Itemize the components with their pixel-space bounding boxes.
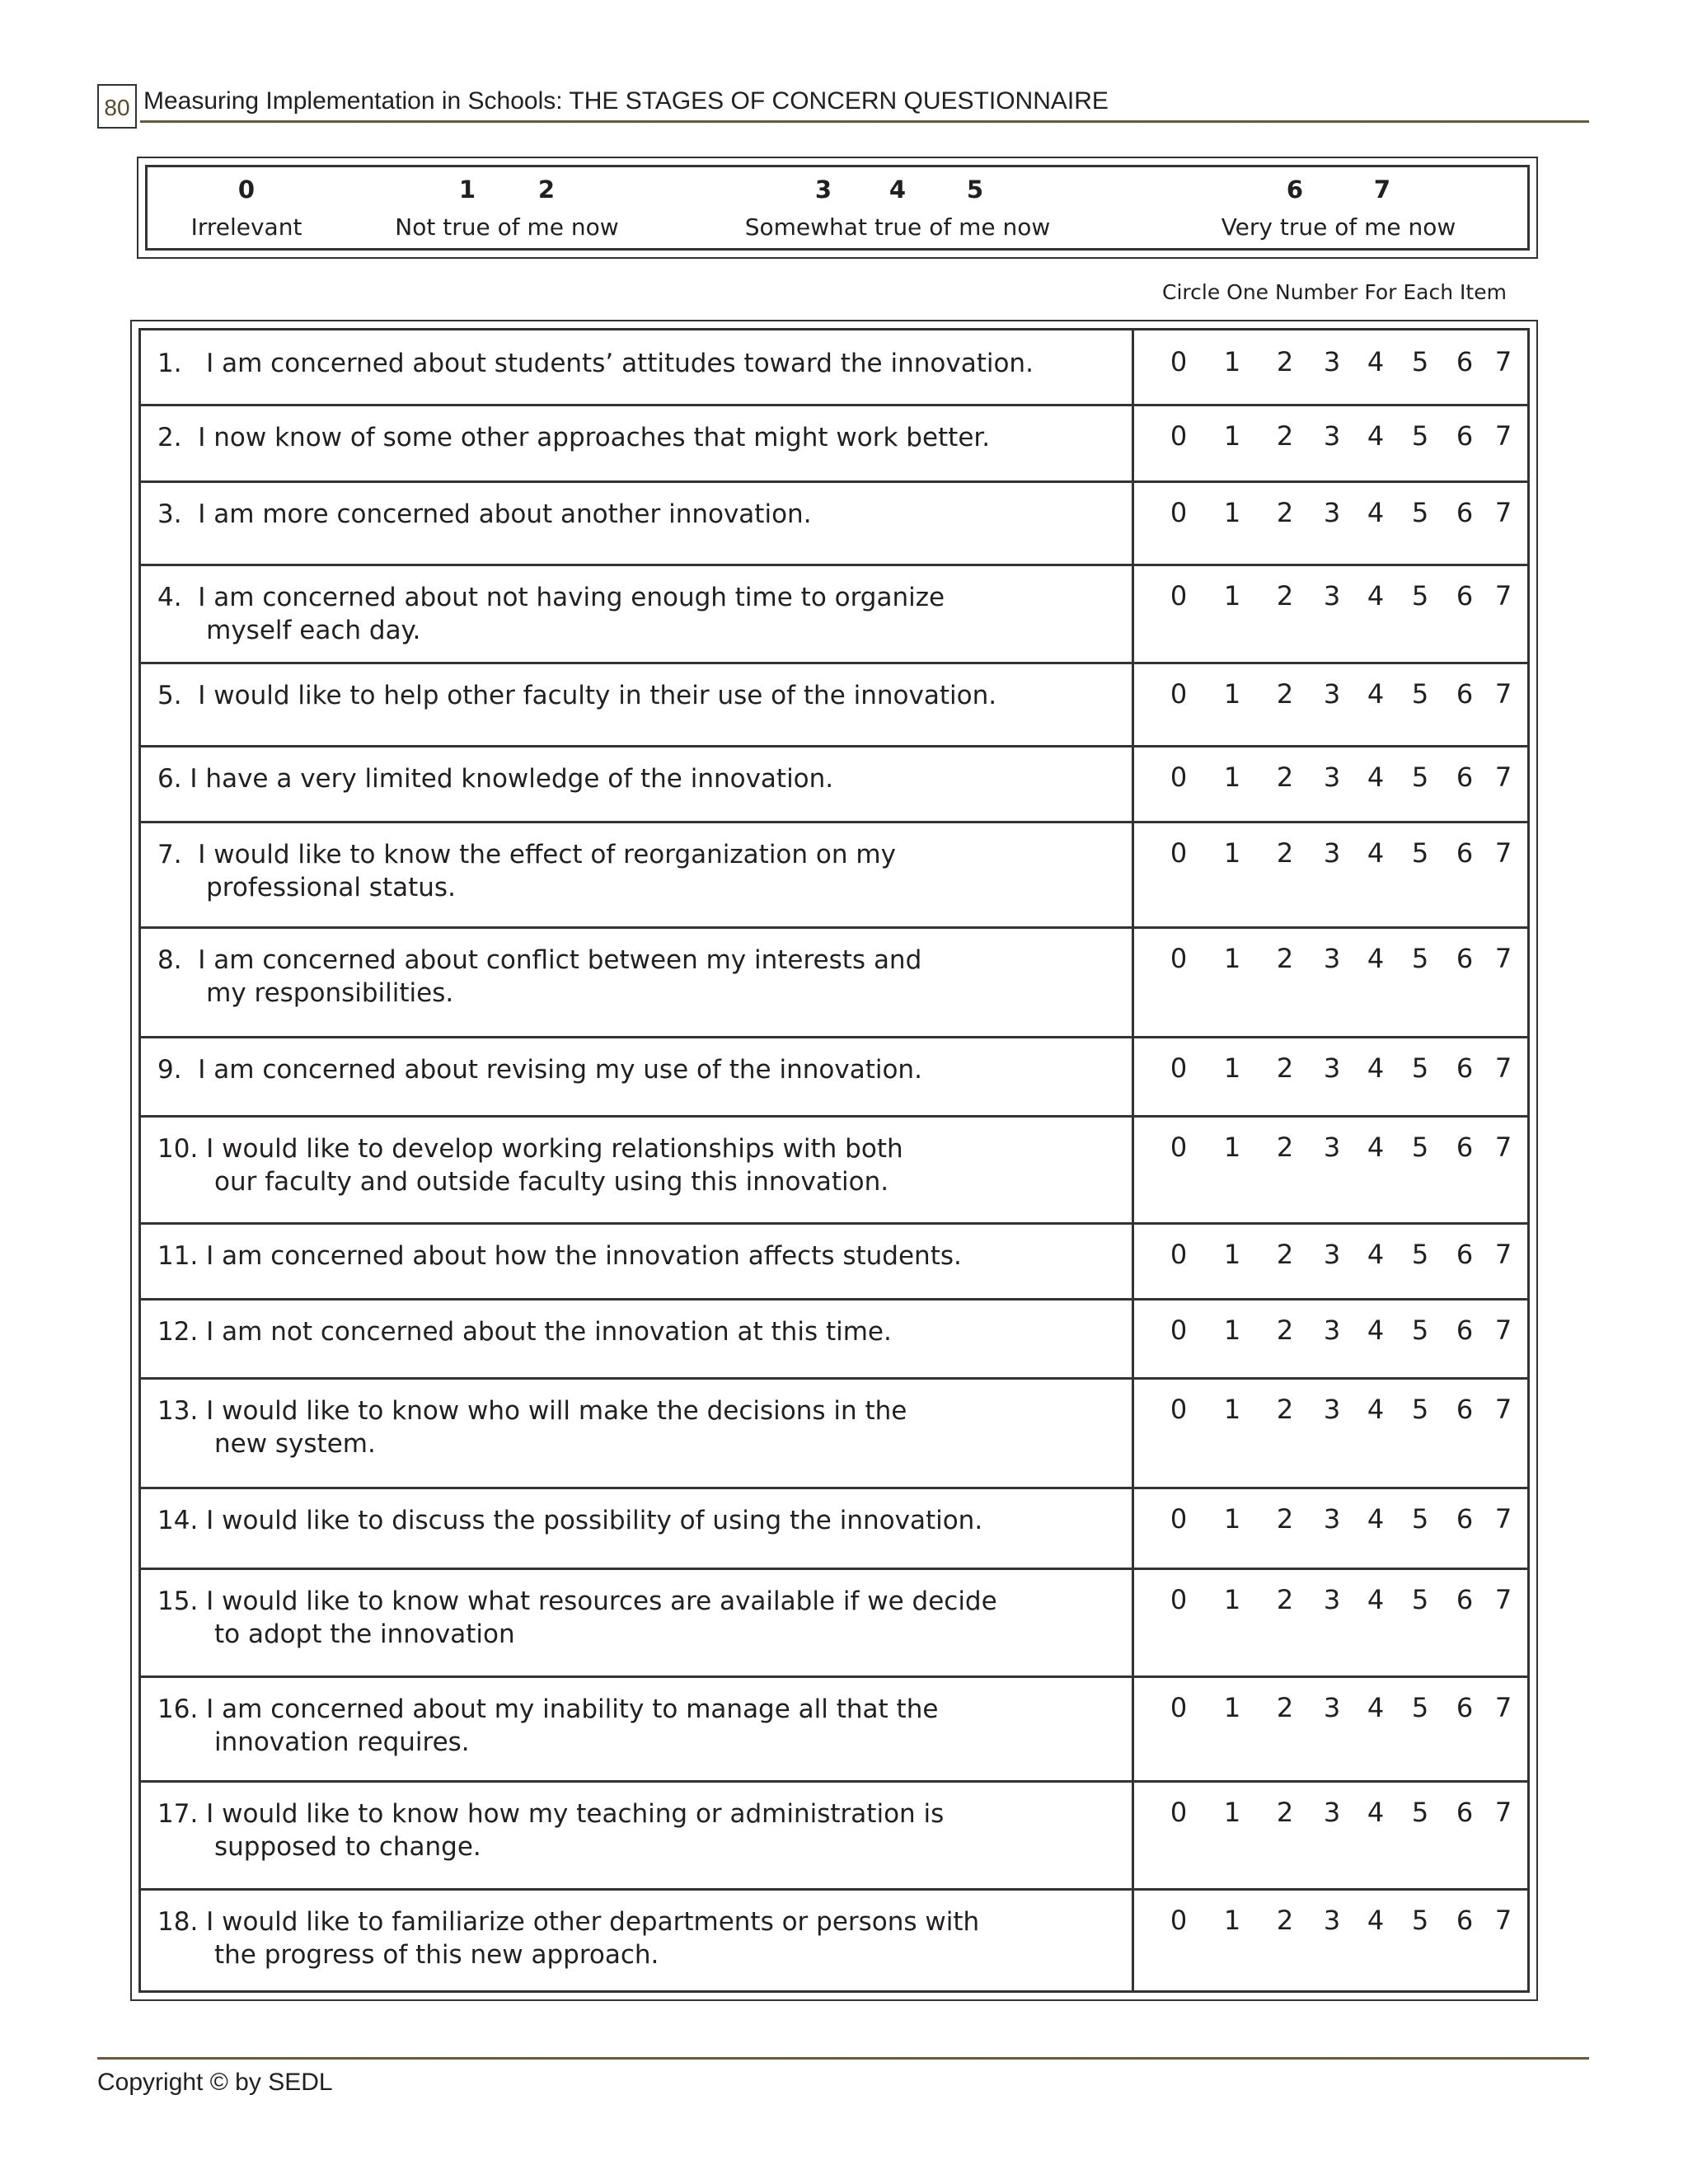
rating-option-3[interactable]: 3 (1323, 1239, 1341, 1270)
item-statement: 8. I am concerned about conflict between my interests and my responsibilities. (157, 945, 922, 1008)
rating-option-0[interactable]: 0 (1170, 1394, 1188, 1425)
rating-option-5[interactable]: 5 (1411, 1797, 1429, 1828)
rating-option-4[interactable]: 4 (1367, 1584, 1385, 1615)
rating-option-3[interactable]: 3 (1323, 837, 1341, 869)
rating-option-5[interactable]: 5 (1411, 1394, 1429, 1425)
rating-option-4[interactable]: 4 (1367, 346, 1385, 377)
rating-option-2[interactable]: 2 (1276, 678, 1294, 710)
rating-option-7[interactable]: 7 (1494, 1905, 1512, 1936)
table-row (141, 1676, 1527, 1781)
rating-option-5[interactable]: 5 (1411, 837, 1429, 869)
running-title: Measuring Implementation in Schools: THE STAGES OF CONCERN QUESTIONNAIRE (143, 87, 1109, 115)
rating-option-5[interactable]: 5 (1411, 678, 1429, 710)
rating-option-4[interactable]: 4 (1367, 1132, 1385, 1163)
rating-option-5[interactable]: 5 (1411, 1503, 1429, 1535)
table-row (141, 1037, 1527, 1116)
rating-option-6[interactable]: 6 (1456, 420, 1474, 452)
rating-option-1[interactable]: 1 (1223, 1394, 1241, 1425)
rating-option-6[interactable]: 6 (1456, 497, 1474, 528)
rating-option-7[interactable]: 7 (1494, 837, 1512, 869)
rating-option-7[interactable]: 7 (1494, 678, 1512, 710)
scale-number-3: 3 (814, 176, 832, 204)
page-number: 80 (97, 84, 137, 129)
scale-number-4: 4 (889, 176, 907, 204)
rating-option-0[interactable]: 0 (1170, 1797, 1188, 1828)
table-row (141, 565, 1527, 663)
table-row (141, 1568, 1527, 1676)
table-row (141, 663, 1527, 746)
item-statement: 1. I am concerned about students’ attitudes toward the innovation. (157, 349, 1034, 378)
rating-option-0[interactable]: 0 (1170, 837, 1188, 869)
rating-option-3[interactable]: 3 (1323, 1315, 1341, 1346)
rating-option-7[interactable]: 7 (1494, 346, 1512, 377)
rating-option-2[interactable]: 2 (1276, 1584, 1294, 1615)
header-rule (140, 120, 1589, 123)
rating-option-2[interactable]: 2 (1276, 1052, 1294, 1084)
rating-option-0[interactable]: 0 (1170, 1239, 1188, 1270)
rating-option-5[interactable]: 5 (1411, 1584, 1429, 1615)
rating-option-0[interactable]: 0 (1170, 420, 1188, 452)
rating-option-4[interactable]: 4 (1367, 1239, 1385, 1270)
rating-option-0[interactable]: 0 (1170, 943, 1188, 974)
rating-option-4[interactable]: 4 (1367, 837, 1385, 869)
rating-option-3[interactable]: 3 (1323, 762, 1341, 793)
table-row (141, 1488, 1527, 1568)
rating-scale-legend (137, 157, 1538, 259)
footer-rule (97, 2057, 1589, 2060)
rating-option-2[interactable]: 2 (1276, 1905, 1294, 1936)
item-statement: 2. I now know of some other approaches that might work better. (157, 423, 991, 452)
scale-label-very-true: Very true of me now (1221, 213, 1456, 241)
rating-option-4[interactable]: 4 (1367, 1052, 1385, 1084)
rating-option-6[interactable]: 6 (1456, 1315, 1474, 1346)
item-statement: 4. I am concerned about not having enough time to organize myself each day. (157, 583, 945, 645)
rating-option-7[interactable]: 7 (1494, 1692, 1512, 1723)
rating-option-3[interactable]: 3 (1323, 420, 1341, 452)
rating-option-6[interactable]: 6 (1456, 1503, 1474, 1535)
rating-option-4[interactable]: 4 (1367, 1315, 1385, 1346)
rating-scale-inner-border (145, 165, 1530, 251)
item-statement: 3. I am more concerned about another innovation. (157, 499, 812, 529)
table-row (141, 1116, 1527, 1223)
instruction-text: Circle One Number For Each Item (1162, 280, 1507, 304)
item-statement: 9. I am concerned about revising my use of the innovation. (157, 1055, 922, 1085)
rating-option-0[interactable]: 0 (1170, 497, 1188, 528)
scale-label-irrelevant: Irrelevant (190, 213, 302, 241)
rating-option-1[interactable]: 1 (1223, 1797, 1241, 1828)
rating-option-2[interactable]: 2 (1276, 837, 1294, 869)
rating-option-6[interactable]: 6 (1456, 1797, 1474, 1828)
table-row (141, 746, 1527, 822)
table-row (141, 1223, 1527, 1299)
rating-option-7[interactable]: 7 (1494, 1132, 1512, 1163)
rating-option-7[interactable]: 7 (1494, 1239, 1512, 1270)
rating-option-4[interactable]: 4 (1367, 1797, 1385, 1828)
table-row (141, 927, 1527, 1037)
item-statement: 18. I would like to familiarize other departments or persons with the progress of this new approach. (157, 1907, 980, 1970)
rating-option-7[interactable]: 7 (1494, 497, 1512, 528)
table-row (141, 330, 1527, 405)
scale-number-1: 1 (458, 176, 476, 204)
rating-option-5[interactable]: 5 (1411, 762, 1429, 793)
rating-option-4[interactable]: 4 (1367, 943, 1385, 974)
rating-option-1[interactable]: 1 (1223, 678, 1241, 710)
item-statement: 11. I am concerned about how the innovation affects students. (157, 1241, 962, 1271)
rating-option-2[interactable]: 2 (1276, 346, 1294, 377)
rating-option-0[interactable]: 0 (1170, 762, 1188, 793)
rating-option-5[interactable]: 5 (1411, 1239, 1429, 1270)
rating-option-3[interactable]: 3 (1323, 678, 1341, 710)
item-statement: 13. I would like to know who will make the decisions in the new system. (157, 1396, 907, 1459)
item-statement: 6. I have a very limited knowledge of the innovation. (157, 764, 834, 794)
scale-label-somewhat-true: Somewhat true of me now (744, 213, 1051, 241)
copyright-notice: Copyright © by SEDL (97, 2069, 333, 2096)
rating-option-6[interactable]: 6 (1456, 1584, 1474, 1615)
rating-option-6[interactable]: 6 (1456, 580, 1474, 612)
scale-number-0: 0 (237, 176, 256, 204)
rating-option-4[interactable]: 4 (1367, 1503, 1385, 1535)
item-statement: 16. I am concerned about my inability to manage all that the innovation requires. (157, 1694, 939, 1757)
rating-option-1[interactable]: 1 (1223, 580, 1241, 612)
scale-number-7: 7 (1373, 176, 1391, 204)
rating-option-3[interactable]: 3 (1323, 497, 1341, 528)
rating-option-0[interactable]: 0 (1170, 580, 1188, 612)
rating-option-5[interactable]: 5 (1411, 497, 1429, 528)
rating-option-1[interactable]: 1 (1223, 420, 1241, 452)
rating-option-4[interactable]: 4 (1367, 497, 1385, 528)
rating-option-7[interactable]: 7 (1494, 943, 1512, 974)
rating-option-2[interactable]: 2 (1276, 1132, 1294, 1163)
rating-option-4[interactable]: 4 (1367, 1394, 1385, 1425)
rating-option-4[interactable]: 4 (1367, 580, 1385, 612)
rating-option-2[interactable]: 2 (1276, 1797, 1294, 1828)
rating-option-3[interactable]: 3 (1323, 1052, 1341, 1084)
rating-option-3[interactable]: 3 (1323, 1394, 1341, 1425)
rating-option-6[interactable]: 6 (1456, 762, 1474, 793)
rating-option-7[interactable]: 7 (1494, 420, 1512, 452)
rating-option-1[interactable]: 1 (1223, 497, 1241, 528)
rating-option-4[interactable]: 4 (1367, 678, 1385, 710)
rating-option-2[interactable]: 2 (1276, 497, 1294, 528)
rating-option-1[interactable]: 1 (1223, 1584, 1241, 1615)
rating-option-1[interactable]: 1 (1223, 1315, 1241, 1346)
page-header (97, 84, 1589, 124)
rating-option-5[interactable]: 5 (1411, 943, 1429, 974)
rating-option-6[interactable]: 6 (1456, 837, 1474, 869)
rating-option-2[interactable]: 2 (1276, 1503, 1294, 1535)
rating-option-0[interactable]: 0 (1170, 1905, 1188, 1936)
table-row (141, 1299, 1527, 1378)
table-row (141, 405, 1527, 481)
item-statement: 15. I would like to know what resources are available if we decide to adopt the innovation (157, 1586, 997, 1649)
rating-option-5[interactable]: 5 (1411, 1315, 1429, 1346)
item-statement: 12. I am not concerned about the innovation at this time. (157, 1317, 892, 1347)
rating-option-6[interactable]: 6 (1456, 1692, 1474, 1723)
item-statement: 14. I would like to discuss the possibility of using the innovation. (157, 1506, 983, 1535)
rating-option-1[interactable]: 1 (1223, 1905, 1241, 1936)
item-statement: 10. I would like to develop working relationships with both our faculty and outside faculty using this innovation. (157, 1134, 903, 1197)
rating-option-1[interactable]: 1 (1223, 762, 1241, 793)
rating-option-6[interactable]: 6 (1456, 1052, 1474, 1084)
rating-option-6[interactable]: 6 (1456, 1905, 1474, 1936)
rating-option-1[interactable]: 1 (1223, 943, 1241, 974)
questionnaire-table (130, 320, 1538, 2001)
rating-option-1[interactable]: 1 (1223, 1692, 1241, 1723)
rating-option-2[interactable]: 2 (1276, 943, 1294, 974)
rating-option-5[interactable]: 5 (1411, 1692, 1429, 1723)
rating-option-3[interactable]: 3 (1323, 580, 1341, 612)
rating-option-3[interactable]: 3 (1323, 346, 1341, 377)
table-row (141, 1378, 1527, 1488)
rating-option-5[interactable]: 5 (1411, 1052, 1429, 1084)
rating-option-0[interactable]: 0 (1170, 1052, 1188, 1084)
rating-option-3[interactable]: 3 (1323, 943, 1341, 974)
rating-option-6[interactable]: 6 (1456, 1394, 1474, 1425)
rating-option-6[interactable]: 6 (1456, 346, 1474, 377)
scale-number-6: 6 (1286, 176, 1304, 204)
table-row (141, 822, 1527, 927)
rating-option-1[interactable]: 1 (1223, 1239, 1241, 1270)
rating-option-0[interactable]: 0 (1170, 678, 1188, 710)
rating-option-5[interactable]: 5 (1411, 1132, 1429, 1163)
rating-option-7[interactable]: 7 (1494, 762, 1512, 793)
rating-option-7[interactable]: 7 (1494, 580, 1512, 612)
rating-option-2[interactable]: 2 (1276, 762, 1294, 793)
rating-option-0[interactable]: 0 (1170, 1692, 1188, 1723)
rating-option-5[interactable]: 5 (1411, 346, 1429, 377)
rating-option-5[interactable]: 5 (1411, 1905, 1429, 1936)
rating-option-0[interactable]: 0 (1170, 1132, 1188, 1163)
rating-option-0[interactable]: 0 (1170, 346, 1188, 377)
item-statement: 7. I would like to know the effect of reorganization on my professional status. (157, 840, 896, 902)
rating-option-3[interactable]: 3 (1323, 1905, 1341, 1936)
rating-option-7[interactable]: 7 (1494, 1797, 1512, 1828)
rating-option-4[interactable]: 4 (1367, 420, 1385, 452)
rating-option-5[interactable]: 5 (1411, 420, 1429, 452)
rating-option-3[interactable]: 3 (1323, 1797, 1341, 1828)
rating-option-3[interactable]: 3 (1323, 1692, 1341, 1723)
item-statement: 5. I would like to help other faculty in their use of the innovation. (157, 681, 997, 710)
rating-option-4[interactable]: 4 (1367, 1905, 1385, 1936)
rating-option-1[interactable]: 1 (1223, 346, 1241, 377)
rating-option-6[interactable]: 6 (1456, 678, 1474, 710)
rating-option-0[interactable]: 0 (1170, 1584, 1188, 1615)
rating-option-6[interactable]: 6 (1456, 943, 1474, 974)
rating-option-4[interactable]: 4 (1367, 762, 1385, 793)
rating-option-7[interactable]: 7 (1494, 1052, 1512, 1084)
table-row (141, 1889, 1527, 1990)
rating-option-1[interactable]: 1 (1223, 1132, 1241, 1163)
rating-option-1[interactable]: 1 (1223, 837, 1241, 869)
questionnaire-table-inner (138, 328, 1530, 1993)
rating-option-3[interactable]: 3 (1323, 1584, 1341, 1615)
scale-number-5: 5 (966, 176, 984, 204)
rating-option-4[interactable]: 4 (1367, 1692, 1385, 1723)
item-statement: 17. I would like to know how my teaching or administration is supposed to change. (157, 1799, 945, 1862)
rating-option-2[interactable]: 2 (1276, 420, 1294, 452)
rating-option-2[interactable]: 2 (1276, 1692, 1294, 1723)
scale-label-not-true: Not true of me now (395, 213, 619, 241)
rating-option-6[interactable]: 6 (1456, 1239, 1474, 1270)
rating-option-7[interactable]: 7 (1494, 1394, 1512, 1425)
rating-option-1[interactable]: 1 (1223, 1052, 1241, 1084)
rating-option-2[interactable]: 2 (1276, 580, 1294, 612)
rating-option-0[interactable]: 0 (1170, 1315, 1188, 1346)
rating-option-3[interactable]: 3 (1323, 1132, 1341, 1163)
rating-option-7[interactable]: 7 (1494, 1503, 1512, 1535)
rating-option-0[interactable]: 0 (1170, 1503, 1188, 1535)
rating-option-6[interactable]: 6 (1456, 1132, 1474, 1163)
scale-number-2: 2 (537, 176, 556, 204)
rating-option-3[interactable]: 3 (1323, 1503, 1341, 1535)
rating-option-7[interactable]: 7 (1494, 1315, 1512, 1346)
rating-option-2[interactable]: 2 (1276, 1239, 1294, 1270)
rating-option-2[interactable]: 2 (1276, 1315, 1294, 1346)
rating-option-5[interactable]: 5 (1411, 580, 1429, 612)
rating-option-2[interactable]: 2 (1276, 1394, 1294, 1425)
rating-option-1[interactable]: 1 (1223, 1503, 1241, 1535)
table-row (141, 481, 1527, 565)
rating-option-7[interactable]: 7 (1494, 1584, 1512, 1615)
table-row (141, 1781, 1527, 1889)
